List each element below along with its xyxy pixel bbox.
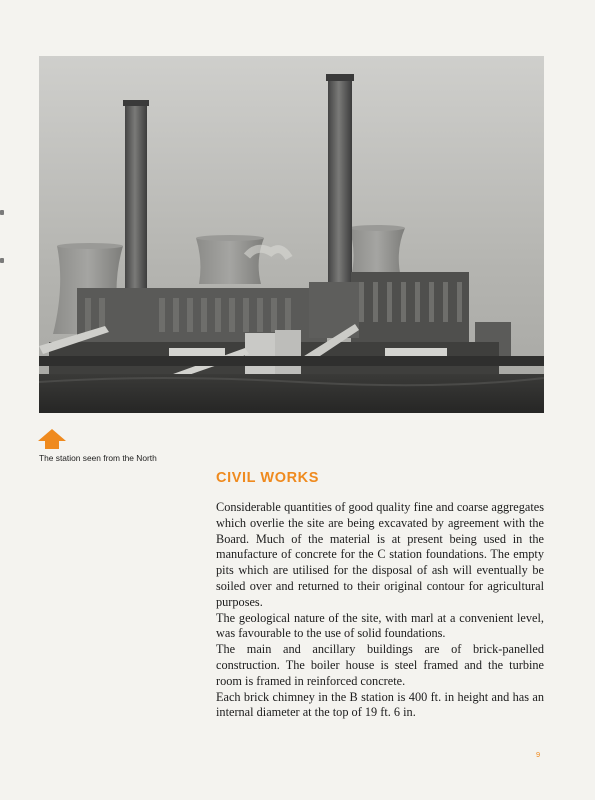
power-station-photo-image (39, 56, 544, 413)
body-paragraph: The geological nature of the site, with marl at a convenient level, was favourable to the use of solid foundations. (216, 610, 544, 641)
section-heading: CIVIL WORKS (216, 470, 320, 486)
section-body (216, 500, 544, 721)
body-paragraph: The main and ancillary buildings are of brick-panelled construction. The boiler house is steel framed and the turbine room is framed in reinforced concrete. (216, 642, 544, 688)
power-station-photo (39, 56, 544, 413)
figure-caption: The station seen from the North (39, 453, 157, 463)
body-paragraph: Each brick chimney in the B station is 400 ft. in height and has an internal diameter at the top of 19 ft. 6 in. (216, 689, 544, 720)
body-paragraph: Considerable quantities of good quality fine and coarse aggregates which overlie the site are being excavated by agreement with the Board. Much of the material is at present being used in the manufacture of concrete for the C station foundations. The empty pits which are utilised for the disposal of ash will eventually be soiled over and returned to their original contour for agricultural purposes. (216, 500, 544, 609)
page-number: 9 (536, 750, 541, 759)
binder-hole-mark (0, 258, 4, 263)
binder-hole-mark (0, 210, 4, 215)
up-arrow-icon (37, 428, 67, 450)
